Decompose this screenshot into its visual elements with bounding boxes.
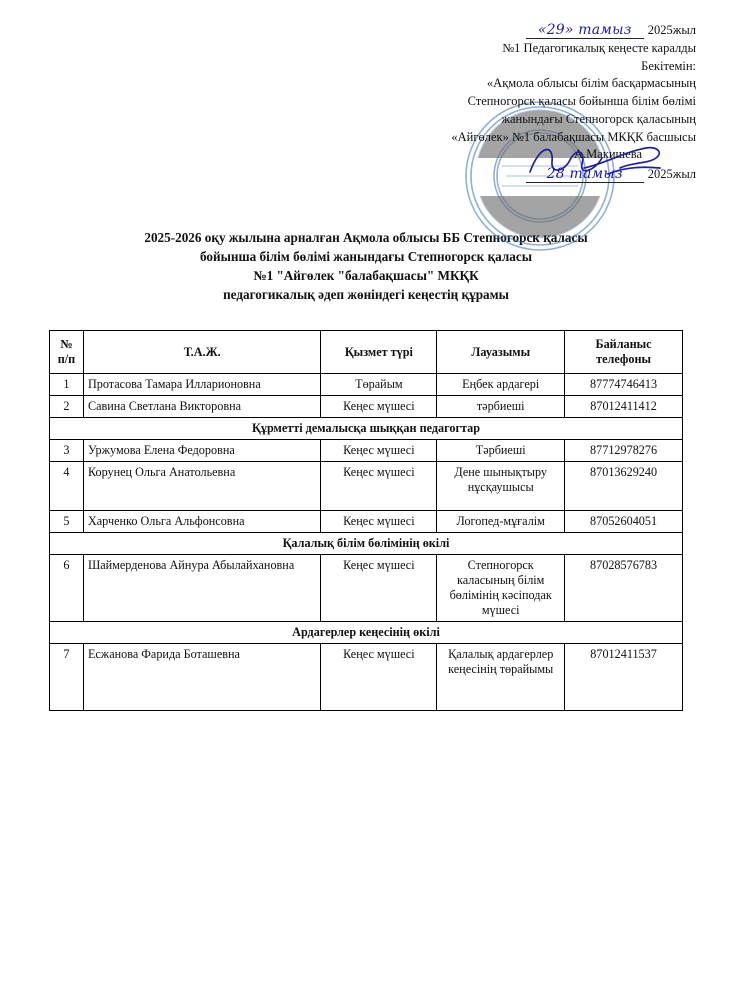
cell-post: Еңбек ардагері bbox=[437, 373, 565, 395]
table-row bbox=[50, 554, 683, 621]
cell-phone: 87012411537 bbox=[565, 643, 683, 710]
cell-post: Логопед-мұғалім bbox=[437, 510, 565, 532]
cell-name: Протасова Тамара Илларионовна bbox=[83, 373, 321, 395]
cell-name: Савина Светлана Викторовна bbox=[83, 395, 321, 417]
col-header-post: Лауазымы bbox=[437, 331, 565, 373]
cell-phone: 87774746413 bbox=[565, 373, 683, 395]
cell-section-title: Құрметті демалысқа шыққан педагогтар bbox=[50, 417, 683, 439]
cell-type: Кеңес мүшесі bbox=[321, 554, 437, 621]
council-members-table bbox=[49, 330, 683, 710]
cell-type: Кеңес мүшесі bbox=[321, 395, 437, 417]
cell-type: Кеңес мүшесі bbox=[321, 510, 437, 532]
col-header-phone bbox=[565, 331, 683, 373]
cell-type: Төрайым bbox=[321, 373, 437, 395]
approval-date-line bbox=[276, 22, 696, 40]
approval-signature-date-handwritten: 28 тамыз bbox=[526, 167, 644, 183]
page-title-line-2: бойынша білім бөлімі жанындағы Степногорск қаласы bbox=[199, 248, 533, 264]
cell-phone: 87028576783 bbox=[565, 554, 683, 621]
table-section-row bbox=[50, 532, 683, 554]
table-row bbox=[50, 461, 683, 510]
approval-org-line-4: «Айгөлек» №1 балабақшасы МКҚК басшысы bbox=[451, 129, 696, 144]
cell-post: Дене шынықтыру нұсқаушысы bbox=[437, 461, 565, 510]
cell-phone: 87013629240 bbox=[565, 461, 683, 510]
cell-post: Қалалық ардагерлер кеңесінің төрайымы bbox=[437, 643, 565, 710]
cell-name: Уржумова Елена Федоровна bbox=[83, 439, 321, 461]
cell-section-title: Қалалық білім бөлімінің өкілі bbox=[50, 532, 683, 554]
cell-number: 7 bbox=[50, 643, 84, 710]
approval-director-name: А.Макишева bbox=[573, 147, 642, 162]
page-title-line-1: 2025-2026 оқу жылына арналған Ақмола облысы ББ Степногорск қаласы bbox=[144, 229, 588, 245]
approval-date-handwritten: «29» тамыз bbox=[526, 23, 644, 39]
cell-number: 3 bbox=[50, 439, 84, 461]
cell-post: Тәрбиеші bbox=[437, 439, 565, 461]
cell-type: Кеңес мүшесі bbox=[321, 439, 437, 461]
col-header-number-line2: п/п bbox=[57, 351, 76, 366]
table-row bbox=[50, 395, 683, 417]
page-title-line-3: №1 "Айгөлек "балабақшасы" МКҚК bbox=[253, 268, 479, 284]
cell-type: Кеңес мүшесі bbox=[321, 643, 437, 710]
cell-number: 1 bbox=[50, 373, 84, 395]
cell-phone: 87012411412 bbox=[565, 395, 683, 417]
col-header-type: Қызмет түрі bbox=[321, 331, 437, 373]
cell-phone: 87712978276 bbox=[565, 439, 683, 461]
table-row bbox=[50, 373, 683, 395]
cell-number: 5 bbox=[50, 510, 84, 532]
col-header-phone-line2: телефоны bbox=[596, 351, 651, 366]
approval-approve-label: Бекітемін: bbox=[641, 58, 696, 73]
approval-signature-date-line bbox=[276, 166, 696, 184]
table-row bbox=[50, 510, 683, 532]
approval-org-line-3: жанындағы Степногорск қаласының bbox=[501, 111, 696, 126]
table-section-row bbox=[50, 417, 683, 439]
col-header-number bbox=[50, 331, 84, 373]
cell-post: тәрбиеші bbox=[437, 395, 565, 417]
page-title bbox=[36, 228, 696, 305]
approval-signature-date-year: 2025жыл bbox=[647, 167, 696, 181]
cell-number: 4 bbox=[50, 461, 84, 510]
cell-name: Корунец Ольга Анатольевна bbox=[83, 461, 321, 510]
cell-number: 6 bbox=[50, 554, 84, 621]
table-header-row bbox=[50, 331, 683, 373]
cell-name: Шаймерденова Айнура Абылайхановна bbox=[83, 554, 321, 621]
approval-block bbox=[276, 22, 696, 184]
table-row bbox=[50, 643, 683, 710]
approval-council-line: №1 Педагогикалық кеңесте каралды bbox=[502, 40, 696, 55]
approval-org-line-1: «Ақмола облысы білім басқармасының bbox=[486, 76, 696, 91]
col-header-name: Т.А.Ж. bbox=[83, 331, 321, 373]
cell-phone: 87052604051 bbox=[565, 510, 683, 532]
cell-section-title: Ардагерлер кеңесінің өкілі bbox=[50, 621, 683, 643]
cell-number: 2 bbox=[50, 395, 84, 417]
cell-type: Кеңес мүшесі bbox=[321, 461, 437, 510]
cell-name: Есжанова Фарида Боташевна bbox=[83, 643, 321, 710]
page-title-line-4: педагогикалық әдеп жөніндегі кеңестің құрамы bbox=[223, 287, 509, 303]
cell-name: Харченко Ольга Альфонсовна bbox=[83, 510, 321, 532]
col-header-phone-line1: Байланыс bbox=[595, 337, 652, 352]
col-header-number-line1: № bbox=[60, 337, 73, 352]
approval-org-line-2: Степногорск қаласы бойынша білім бөлімі bbox=[467, 94, 696, 108]
table-row bbox=[50, 439, 683, 461]
approval-date-year: 2025жыл bbox=[647, 23, 696, 37]
cell-post: Степногорск каласының білім бөлімінің кәсіподак мүшесі bbox=[437, 554, 565, 621]
table-section-row bbox=[50, 621, 683, 643]
